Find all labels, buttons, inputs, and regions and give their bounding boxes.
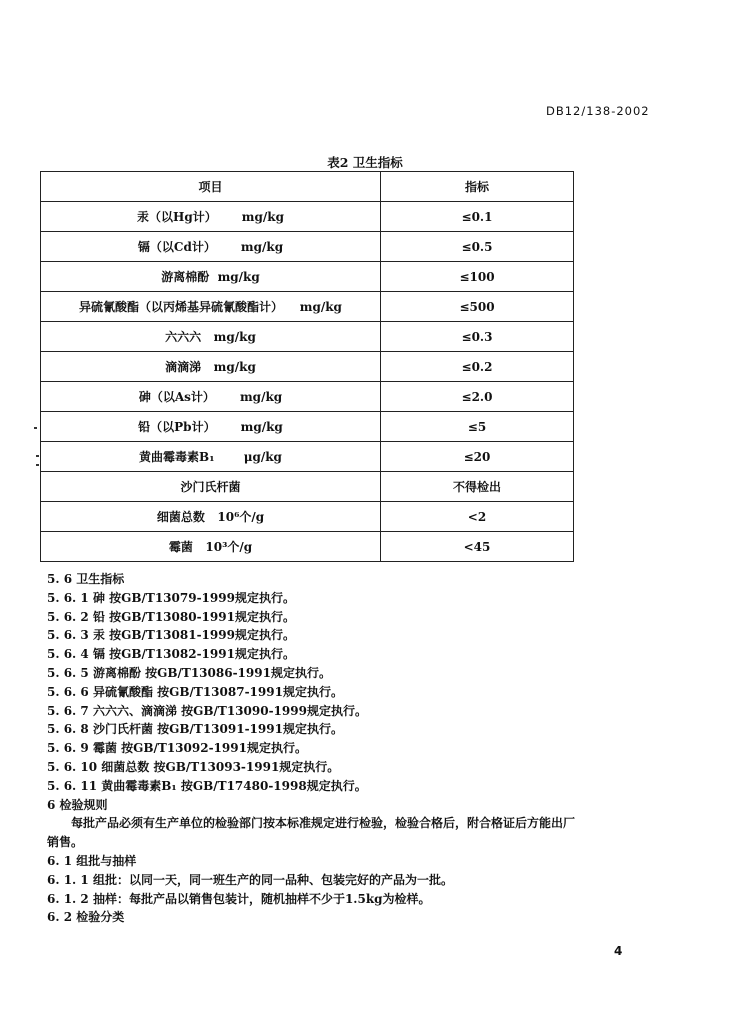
row-item-text: 汞（以Hg计） mg/kg [137, 210, 284, 224]
scan-mark [36, 464, 39, 466]
clause-line: 5. 6. 4 镉 按GB/T13082-1991规定执行。 [47, 647, 295, 662]
row-item [41, 202, 381, 232]
header-limit: 指标 [381, 172, 574, 202]
header-item: 项目 [41, 172, 381, 202]
row-limit: ≤500 [381, 292, 574, 322]
paragraph-line: 销售。 [47, 835, 84, 850]
row-item [41, 292, 381, 322]
row-item [41, 322, 381, 352]
section-heading: 6. 1 组批与抽样 [47, 853, 137, 868]
row-limit: ≤5 [381, 412, 574, 442]
row-item-text: 砷（以As计） mg/kg [138, 390, 283, 404]
scan-mark [36, 455, 39, 457]
table-row [41, 292, 574, 322]
document-code: DB12/138-2002 [546, 104, 650, 118]
row-item [41, 412, 381, 442]
table-row [41, 382, 574, 412]
table-header-row [41, 172, 574, 202]
clause-line: 5. 6. 8 沙门氏杆菌 按GB/T13091-1991规定执行。 [47, 722, 343, 737]
table-row [41, 472, 574, 502]
row-item [41, 442, 381, 472]
table-row [41, 322, 574, 352]
section-heading: 6 检验规则 [47, 797, 108, 812]
table-row [41, 532, 574, 562]
clause-line: 5. 6. 6 异硫氰酸酯 按GB/T13087-1991规定执行。 [47, 684, 343, 699]
clause-line: 5. 6. 10 细菌总数 按GB/T13093-1991规定执行。 [47, 759, 340, 774]
table-row [41, 502, 574, 532]
row-item-text: 游离棉酚 mg/kg [161, 270, 260, 284]
body-text [47, 570, 687, 927]
row-limit: ≤2.0 [381, 382, 574, 412]
hygiene-index-table [40, 171, 574, 562]
table-row [41, 412, 574, 442]
row-limit: 不得检出 [381, 472, 574, 502]
row-item-text: 异硫氰酸酯（以丙烯基异硫氰酸酯计） mg/kg [79, 300, 342, 314]
row-limit: ≤100 [381, 262, 574, 292]
row-limit: ≤0.2 [381, 352, 574, 382]
row-item-text: 沙门氏杆菌 [180, 480, 241, 494]
row-item-text: 滴滴涕 mg/kg [165, 360, 256, 374]
row-item-text: 镉（以Cd计） mg/kg [137, 240, 284, 254]
clause-line: 5. 6. 11 黄曲霉毒素B₁ 按GB/T17480-1998规定执行。 [47, 778, 367, 793]
row-item [41, 232, 381, 262]
page-number: 4 [614, 944, 623, 958]
clause-line: 5. 6. 1 砷 按GB/T13079-1999规定执行。 [47, 590, 295, 605]
row-item [41, 382, 381, 412]
table-row [41, 442, 574, 472]
row-item-text: 铅（以Pb计） mg/kg [138, 420, 283, 434]
row-limit: <45 [381, 532, 574, 562]
row-item-text: 细菌总数 10⁶个/g [156, 510, 265, 524]
clause-line: 6. 1. 1 组批：以同一天，同一班生产的同一品种、包装完好的产品为一批。 [47, 872, 453, 887]
clause-line: 6. 1. 2 抽样：每批产品以销售包装计，随机抽样不少于1.5kg为检样。 [47, 891, 431, 906]
row-limit: ≤20 [381, 442, 574, 472]
row-item [41, 532, 381, 562]
row-limit: ≤0.1 [381, 202, 574, 232]
table-caption: 表2 卫生指标 [327, 155, 403, 170]
table-row [41, 262, 574, 292]
table-row [41, 352, 574, 382]
row-item-text: 霉菌 10³个/g [168, 540, 253, 554]
clause-line: 5. 6. 2 铅 按GB/T13080-1991规定执行。 [47, 609, 295, 624]
row-item-text: 黄曲霉毒素B₁ μg/kg [139, 450, 282, 464]
section-heading: 6. 2 检验分类 [47, 910, 125, 925]
clause-line: 5. 6. 5 游离棉酚 按GB/T13086-1991规定执行。 [47, 665, 331, 680]
row-item-text: 六六六 mg/kg [165, 330, 256, 344]
row-item [41, 262, 381, 292]
clause-line: 5. 6. 7 六六六、滴滴涕 按GB/T13090-1999规定执行。 [47, 703, 367, 718]
row-item [41, 472, 381, 502]
clause-line: 5. 6. 9 霉菌 按GB/T13092-1991规定执行。 [47, 741, 307, 756]
table-row [41, 232, 574, 262]
paragraph-line: 每批产品必须有生产单位的检验部门按本标准规定进行检验，检验合格后，附合格证后方能出厂 [71, 816, 576, 831]
row-limit: <2 [381, 502, 574, 532]
row-limit: ≤0.3 [381, 322, 574, 352]
section-heading: 5. 6 卫生指标 [47, 572, 125, 586]
clause-line: 5. 6. 3 汞 按GB/T13081-1999规定执行。 [47, 628, 295, 643]
row-limit: ≤0.5 [381, 232, 574, 262]
row-item [41, 502, 381, 532]
table-row [41, 202, 574, 232]
scan-mark [34, 427, 37, 429]
row-item [41, 352, 381, 382]
